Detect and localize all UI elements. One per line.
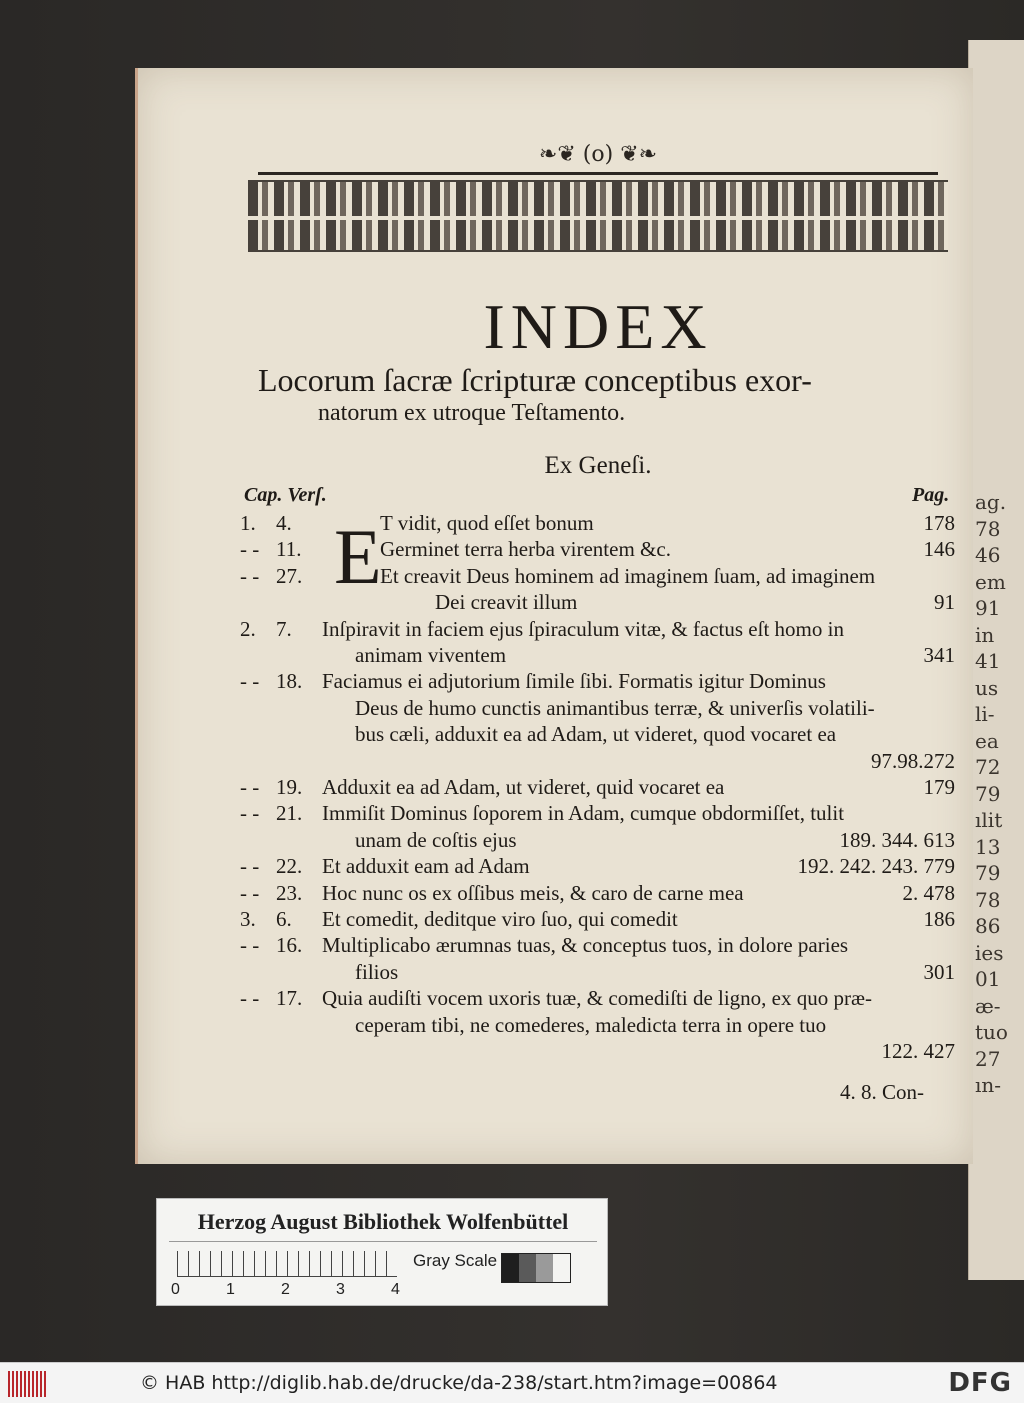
page-header-ornament-left: ❧❦ (538, 142, 583, 167)
chapter-number: - - (240, 880, 260, 905)
adjacent-page-fragment: æ- (975, 993, 1001, 1018)
entry-text: Immiſit Dominus ſoporem in Adam, cumque obdormiſſet, tulit (322, 801, 845, 826)
entry-text: Et adduxit eam ad Adam (322, 854, 530, 879)
verse-number: 23. (276, 880, 303, 905)
entry-text: unam de coſtis ejus (355, 827, 517, 852)
gray-scale-label: Gray Scale (413, 1251, 498, 1270)
chapter-number: 2. (240, 616, 256, 641)
page-reference: 186 (923, 907, 955, 931)
chapter-number: - - (240, 801, 260, 826)
page-reference: 178 (923, 511, 955, 535)
index-row (240, 827, 955, 853)
chapter-number: 1. (240, 511, 256, 535)
page-reference: 91 (934, 590, 955, 615)
header-rule (258, 172, 938, 175)
barcode-icon (8, 1371, 46, 1397)
index-row (240, 642, 955, 668)
entry-text: Et comedit, deditque viro ſuo, qui comedit (322, 907, 678, 931)
chapter-number: 3. (240, 907, 256, 931)
ornamental-band (248, 180, 948, 252)
subtitle-line-1: Locorum ſacræ ſcripturæ conceptibus exor- (258, 362, 812, 398)
adjacent-page-fragment: in (975, 622, 995, 647)
index-row (240, 906, 955, 932)
chapter-number: - - (240, 669, 260, 694)
entry-text: Deus de humo cunctis animantibus terræ, & univerſis volatili- (355, 695, 875, 720)
entry-text: Faciamus ei adjutorium ſimile ſibi. Formatis igitur Dominus (322, 669, 826, 694)
adjacent-page-fragment: 79 (975, 861, 1001, 885)
adjacent-page-fragment: 72 (975, 755, 1001, 779)
adjacent-page-fragment: 01 (975, 967, 1001, 991)
section-heading: Ex Geneſi. (544, 452, 652, 479)
catchword: 4. 8. Con- (840, 1080, 924, 1104)
entry-text: filios (355, 959, 399, 984)
copyright-link[interactable]: © HAB http://diglib.hab.de/drucke/da-238/start.htm?image=00864 (140, 1372, 778, 1394)
page-reference: 301 (923, 959, 955, 984)
card-divider (169, 1241, 597, 1242)
adjacent-page-fragment: 78 (975, 887, 1001, 912)
index-row (240, 774, 955, 800)
index-row (240, 510, 955, 536)
library-name: Herzog August Bibliothek Wolfenbüttel (197, 1209, 569, 1234)
index-row (240, 616, 955, 642)
column-header-cap-vers: Cap. Verſ. (244, 484, 327, 506)
adjacent-page (968, 40, 1024, 1280)
verse-number: 16. (276, 933, 303, 958)
footer-bar (0, 1362, 1024, 1403)
chapter-number: - - (240, 775, 260, 799)
chapter-number: - - (240, 986, 260, 1011)
dfg-logo: DFG (948, 1368, 1012, 1398)
verse-number: 18. (276, 669, 303, 694)
page-header (258, 142, 938, 167)
ruler-number: 1 (226, 1281, 235, 1298)
entry-text: ceperam tibi, ne comederes, maledicta terra in opere tuo (355, 1012, 827, 1037)
page-reference: 97.98.272 (871, 748, 955, 773)
index-row (240, 589, 955, 615)
page-reference: 192. 242. 243. 779 (797, 854, 955, 879)
index-row (240, 695, 955, 721)
entry-text: Germinet terra herba virentem &c. (380, 537, 671, 562)
gray-swatches (501, 1253, 571, 1283)
index-row (240, 536, 955, 562)
chapter-number: - - (240, 563, 260, 588)
entry-text: animam viventem (355, 643, 507, 667)
adjacent-page-fragment: 46 (975, 543, 1001, 567)
verse-number: 6. (276, 907, 292, 931)
column-header-pag: Pag. (912, 484, 950, 506)
verse-number: 21. (276, 801, 303, 826)
ruler-number: 2 (281, 1281, 290, 1298)
adjacent-page-fragment: ag. (975, 490, 1007, 514)
index-row (240, 563, 955, 589)
entry-text: Hoc nunc os ex oſſibus meis, & caro de carne mea (322, 880, 744, 905)
page-reference: 2. 478 (902, 880, 955, 905)
index-row (240, 721, 955, 747)
gray-swatch (519, 1254, 536, 1282)
page-reference: 179 (923, 775, 955, 799)
adjacent-page-fragment: tuo (975, 1020, 1008, 1044)
measure-ruler (177, 1251, 397, 1277)
ruler-number: 4 (391, 1281, 400, 1298)
entry-text: Et creavit Deus hominem ad imaginem ſuam, ad imaginem (380, 563, 876, 588)
entry-text: Multiplicabo ærumnas tuas, & conceptus tuos, in dolore paries (322, 933, 849, 958)
entry-text: T vidit, quod eſſet bonum (380, 511, 594, 535)
verse-number: 19. (276, 775, 303, 799)
index-row (240, 880, 955, 906)
verse-number: 11. (276, 537, 302, 562)
chapter-number: - - (240, 933, 260, 958)
adjacent-page-fragment: 86 (975, 914, 1001, 938)
gray-swatch (536, 1254, 553, 1282)
entry-text: Adduxit ea ad Adam, ut videret, quid vocaret ea (322, 775, 725, 799)
adjacent-page-fragment: ın- (975, 1073, 1002, 1097)
index-row (240, 959, 955, 985)
adjacent-page-fragment: 91 (975, 596, 1001, 620)
entry-text: Inſpiravit in faciem ejus ſpiraculum vitæ, & factus eſt homo in (322, 616, 844, 641)
adjacent-page-fragment: em (975, 569, 1006, 594)
page-reference: 189. 344. 613 (839, 827, 955, 852)
verse-number: 4. (276, 511, 292, 535)
ruler-number: 0 (171, 1281, 180, 1298)
entry-text: Dei creavit illum (435, 590, 578, 615)
page-reference: 122. 427 (881, 1039, 955, 1063)
index-row (240, 1038, 955, 1064)
index-row (240, 668, 955, 694)
entry-text: Quia audiſti vocem uxoris tuæ, & comediſti de ligno, ex quo præ- (322, 986, 872, 1011)
adjacent-page-fragment: 78 (975, 516, 1001, 541)
gray-swatch (502, 1254, 519, 1282)
adjacent-page-fragment: 27 (975, 1046, 1001, 1071)
index-row (240, 853, 955, 879)
page-title: INDEX (483, 291, 713, 362)
adjacent-page-fragment: ea (975, 728, 999, 753)
gray-swatch (553, 1254, 570, 1282)
verse-number: 7. (276, 616, 292, 641)
adjacent-page-fragment: ies (975, 940, 1004, 965)
entry-text: bus cæli, adduxit ea ad Adam, ut videret, quod vocaret ea (355, 722, 837, 747)
adjacent-page-fragment: 41 (975, 649, 1001, 673)
chapter-number: - - (240, 537, 260, 562)
index-row (240, 1012, 955, 1038)
verse-number: 27. (276, 563, 303, 588)
verse-number: 17. (276, 986, 303, 1011)
drop-capital: E (334, 513, 382, 600)
index-row (240, 985, 955, 1011)
adjacent-page-fragment: ılit (975, 808, 1003, 832)
chapter-number: - - (240, 854, 260, 879)
index-row (240, 748, 955, 774)
page-reference: 341 (923, 643, 955, 667)
ruler-number: 3 (336, 1281, 345, 1298)
subtitle-line-2: natorum ex utroque Teſtamento. (318, 400, 626, 426)
index-row (240, 932, 955, 958)
adjacent-page-fragment: li- (975, 702, 995, 726)
adjacent-page-fragment: us (975, 675, 999, 700)
page-reference: 146 (923, 537, 955, 562)
color-scale-card (156, 1198, 608, 1306)
adjacent-page-fragment: 79 (975, 781, 1001, 806)
page-header-ornament-right: ❦❧ (613, 142, 658, 167)
page-header-text: (o) (582, 142, 614, 167)
index-row (240, 800, 955, 826)
adjacent-page-fragment: 13 (975, 834, 1001, 859)
verse-number: 22. (276, 854, 303, 879)
